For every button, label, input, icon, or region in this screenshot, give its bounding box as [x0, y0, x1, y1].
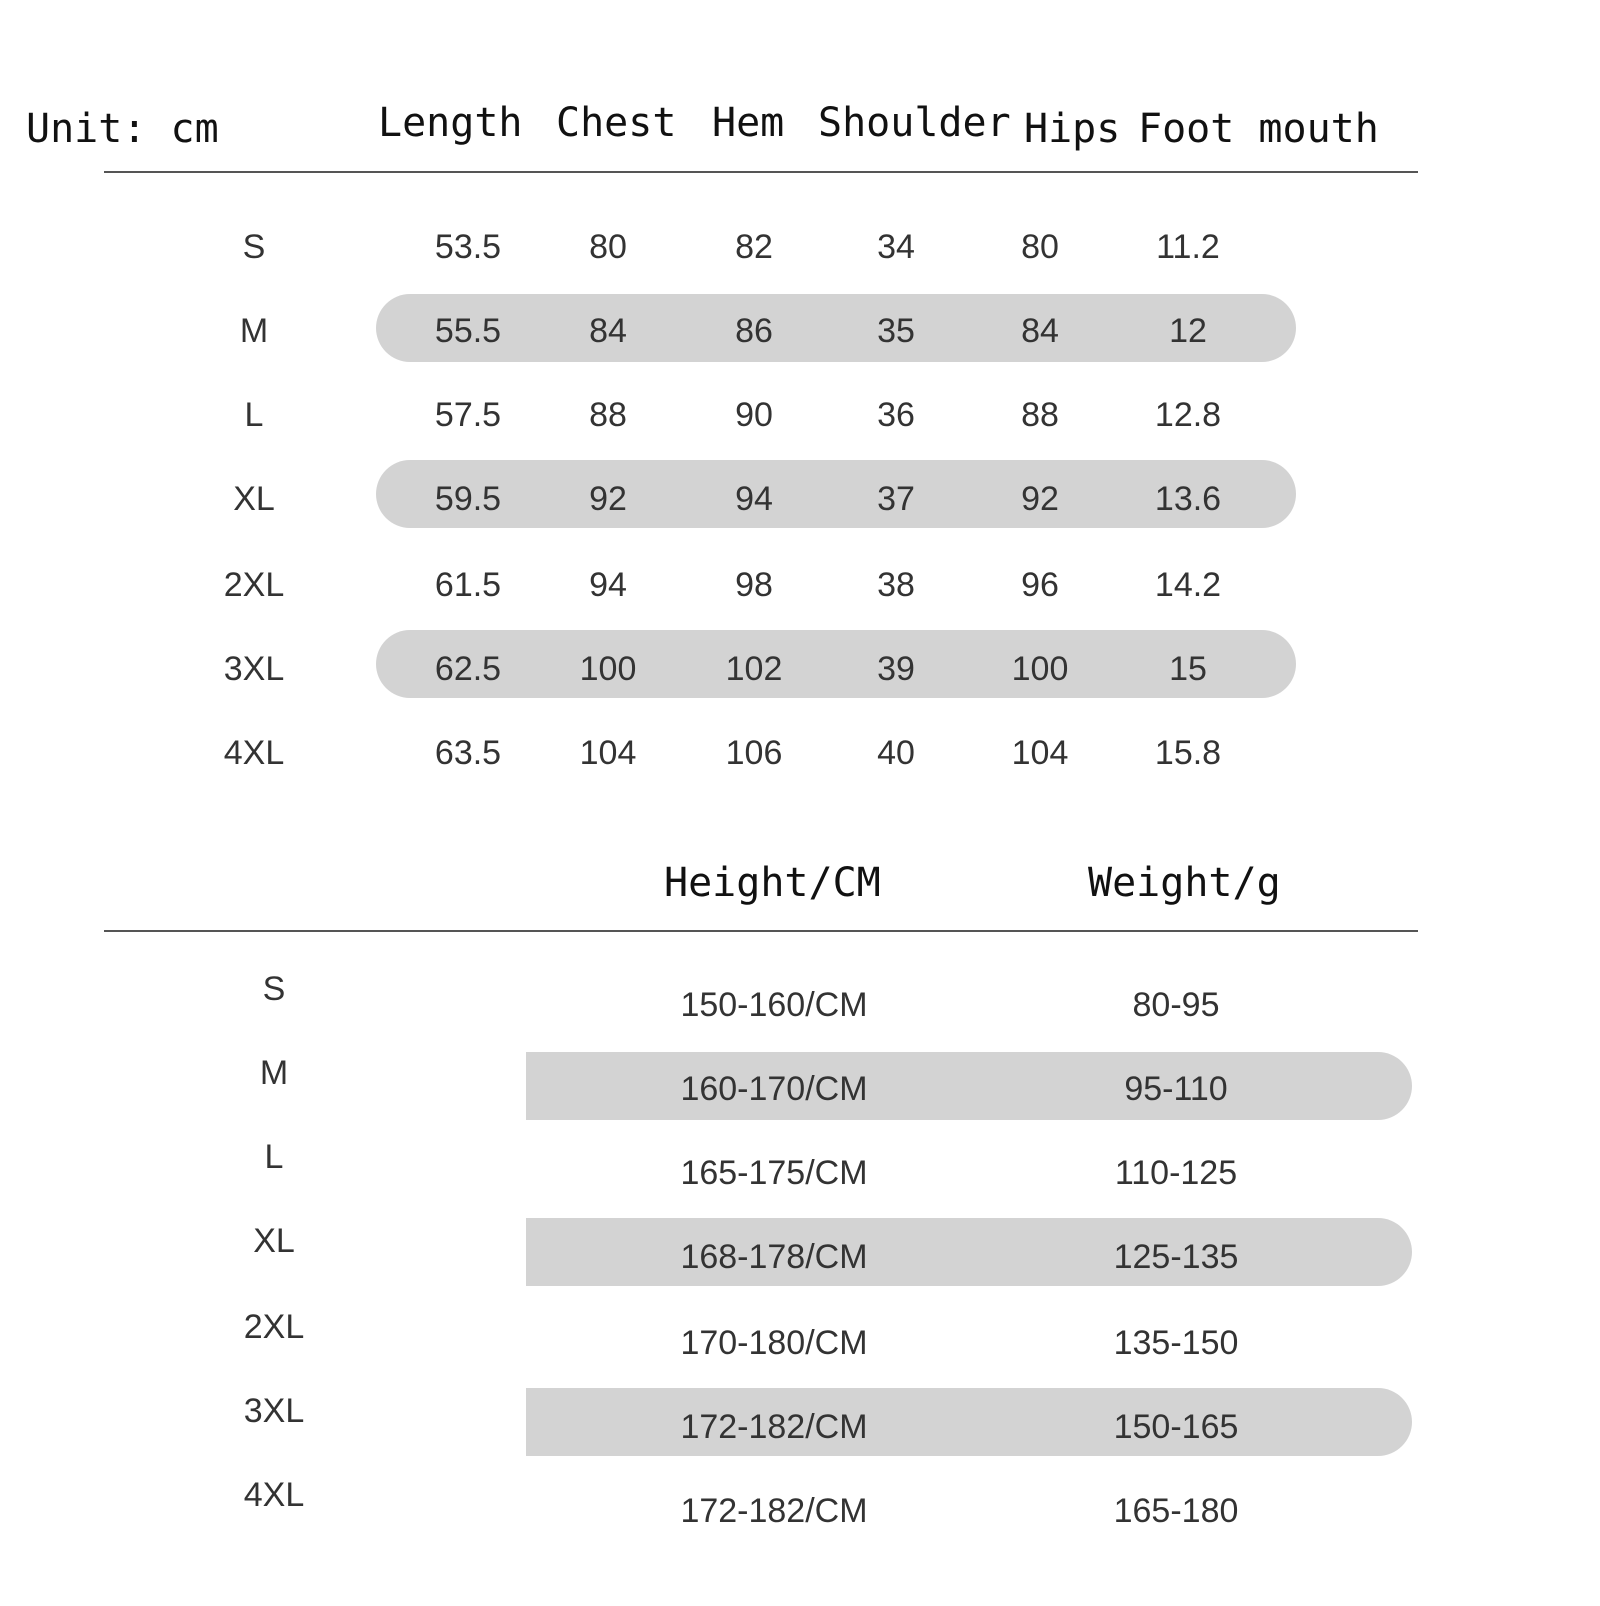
header-weight: Weight/g	[1088, 860, 1281, 906]
height-cell: 168-178/CM	[680, 1238, 868, 1276]
size-label: M	[259, 1054, 289, 1092]
size-label: S	[262, 970, 286, 1008]
measurement-cell: 12	[1169, 312, 1207, 350]
height-cell: 165-175/CM	[680, 1154, 868, 1192]
measurement-cell: 84	[589, 312, 627, 350]
measurement-cell: 38	[877, 566, 915, 604]
measurement-cell: 12.8	[1154, 396, 1222, 434]
measurement-cell: 39	[877, 650, 915, 688]
measurement-cell: 88	[589, 396, 627, 434]
size-label: XL	[233, 480, 275, 518]
size-label: 4XL	[243, 1476, 305, 1514]
weight-cell: 135-150	[1113, 1324, 1239, 1362]
measurement-cell: 82	[735, 228, 773, 266]
measurement-cell: 63.5	[434, 734, 502, 772]
height-cell: 160-170/CM	[680, 1070, 868, 1108]
height-cell: 150-160/CM	[680, 986, 868, 1024]
measurement-cell: 92	[589, 480, 627, 518]
header-shoulder: Shoulder	[818, 100, 1011, 146]
size-label: L	[264, 1138, 284, 1176]
measurement-cell: 53.5	[434, 228, 502, 266]
measurement-cell: 104	[1011, 734, 1069, 772]
header-hem: Hem	[712, 100, 785, 146]
header-length: Length	[378, 100, 523, 146]
measurement-cell: 36	[877, 396, 915, 434]
measurement-cell: 98	[735, 566, 773, 604]
measurement-cell: 100	[579, 650, 637, 688]
measurement-cell: 96	[1021, 566, 1059, 604]
measurement-cell: 106	[725, 734, 783, 772]
unit-label: Unit: cm	[26, 106, 219, 152]
size-label: 2XL	[243, 1308, 305, 1346]
measurement-cell: 92	[1021, 480, 1059, 518]
measurement-cell: 62.5	[434, 650, 502, 688]
measurement-cell: 100	[1011, 650, 1069, 688]
measurement-cell: 55.5	[434, 312, 502, 350]
measurement-cell: 61.5	[434, 566, 502, 604]
weight-cell: 125-135	[1113, 1238, 1239, 1276]
header-hips: Hips	[1024, 106, 1121, 152]
measurement-cell: 35	[877, 312, 915, 350]
measurement-cell: 80	[589, 228, 627, 266]
size-label: S	[242, 228, 266, 266]
size-label: 3XL	[243, 1392, 305, 1430]
weight-cell: 150-165	[1113, 1408, 1239, 1446]
measurement-cell: 57.5	[434, 396, 502, 434]
measurement-cell: 15	[1169, 650, 1207, 688]
measurement-cell: 11.2	[1156, 228, 1220, 266]
header-foot-mouth: Foot mouth	[1138, 106, 1379, 152]
weight-cell: 80-95	[1132, 986, 1220, 1024]
size-label: XL	[253, 1222, 295, 1260]
measurement-cell: 102	[725, 650, 783, 688]
measurement-cell: 34	[877, 228, 915, 266]
size-label: L	[244, 396, 264, 434]
measurement-cell: 94	[735, 480, 773, 518]
measurement-cell: 90	[735, 396, 773, 434]
height-cell: 172-182/CM	[680, 1492, 868, 1530]
size-label: 2XL	[223, 566, 285, 604]
table1-header-rule	[104, 171, 1418, 173]
size-label: 3XL	[223, 650, 285, 688]
size-label: M	[239, 312, 269, 350]
weight-cell: 95-110	[1124, 1070, 1228, 1108]
measurement-cell: 94	[589, 566, 627, 604]
measurement-cell: 13.6	[1154, 480, 1222, 518]
measurement-cell: 84	[1021, 312, 1059, 350]
measurement-cell: 88	[1021, 396, 1059, 434]
header-height: Height/CM	[664, 860, 881, 906]
weight-cell: 110-125	[1114, 1154, 1238, 1192]
measurement-cell: 86	[735, 312, 773, 350]
height-cell: 170-180/CM	[680, 1324, 868, 1362]
measurement-cell: 80	[1021, 228, 1059, 266]
header-chest: Chest	[556, 100, 677, 146]
measurement-cell: 15.8	[1154, 734, 1222, 772]
measurement-cell: 37	[877, 480, 915, 518]
table2-header-rule	[104, 930, 1418, 932]
measurement-cell: 40	[877, 734, 915, 772]
measurement-cell: 104	[579, 734, 637, 772]
measurement-cell: 14.2	[1154, 566, 1222, 604]
measurement-cell: 59.5	[434, 480, 502, 518]
size-label: 4XL	[223, 734, 285, 772]
weight-cell: 165-180	[1113, 1492, 1239, 1530]
height-cell: 172-182/CM	[680, 1408, 868, 1446]
